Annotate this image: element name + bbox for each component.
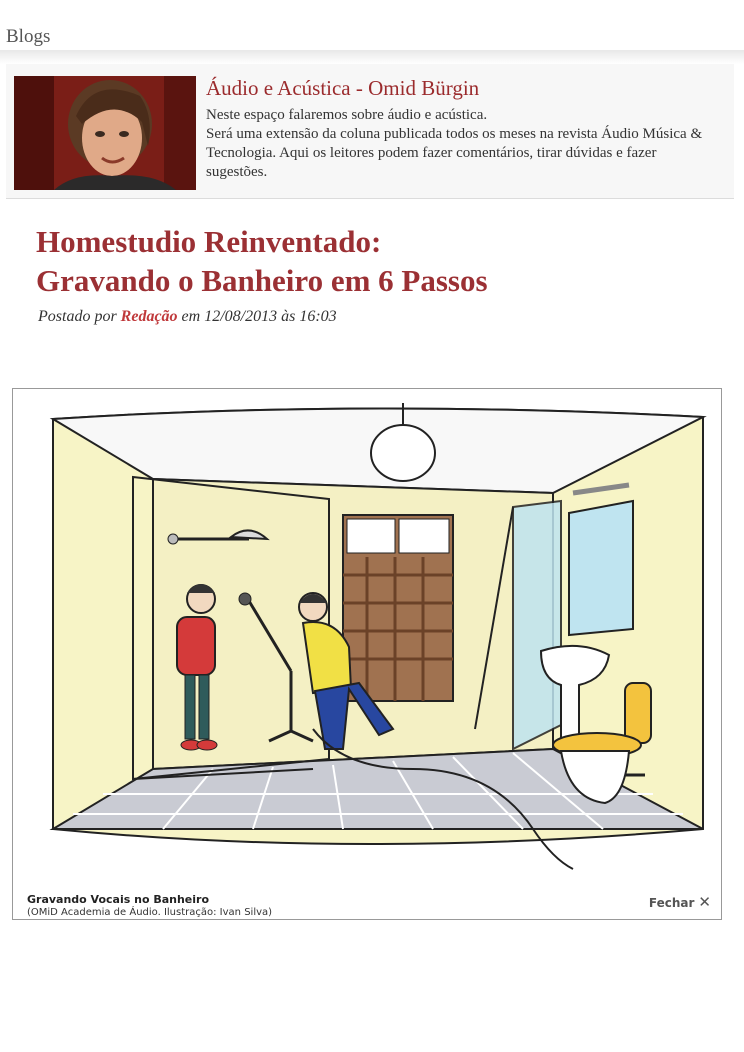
author-photo xyxy=(14,76,196,190)
author-box xyxy=(6,64,734,199)
author-description-text: Neste espaço falaremos sobre áudio e acústica. Será uma extensão da coluna publicada todos os meses na revista Áudio Música & Tecnologia. Aqui os leitores podem fazer comentários, tirar dúvidas e fazer sugestões. xyxy=(206,107,703,180)
post-meta-date: em 12/08/2013 às 16:03 xyxy=(181,308,337,325)
post-title xyxy=(36,222,716,300)
close-x-icon: ✕ xyxy=(698,893,711,911)
bathroom-illustration xyxy=(13,389,721,889)
author-blog-title[interactable]: Áudio e Acústica - Omid Bürgin xyxy=(206,76,480,100)
post-title-line-1: Homestudio Reinventado: xyxy=(36,224,382,259)
post-meta-prefix: Postado por xyxy=(38,308,117,325)
close-label: Fechar xyxy=(648,896,695,910)
post-meta xyxy=(38,308,337,326)
figure-caption-title: Gravando Vocais no Banheiro xyxy=(27,893,210,906)
illustration-figure xyxy=(12,388,722,920)
section-divider xyxy=(0,50,744,64)
close-figure-button[interactable] xyxy=(649,893,711,911)
post-title-line-2: Gravando o Banheiro em 6 Passos xyxy=(36,263,488,298)
figure-caption-credit: (OMiD Academia de Áudio. Ilustração: Ivan Silva) xyxy=(27,907,273,918)
author-avatar[interactable] xyxy=(14,76,196,190)
author-description xyxy=(206,106,716,182)
post-author-link[interactable]: Redação xyxy=(120,308,178,325)
section-title: Blogs xyxy=(6,26,51,47)
